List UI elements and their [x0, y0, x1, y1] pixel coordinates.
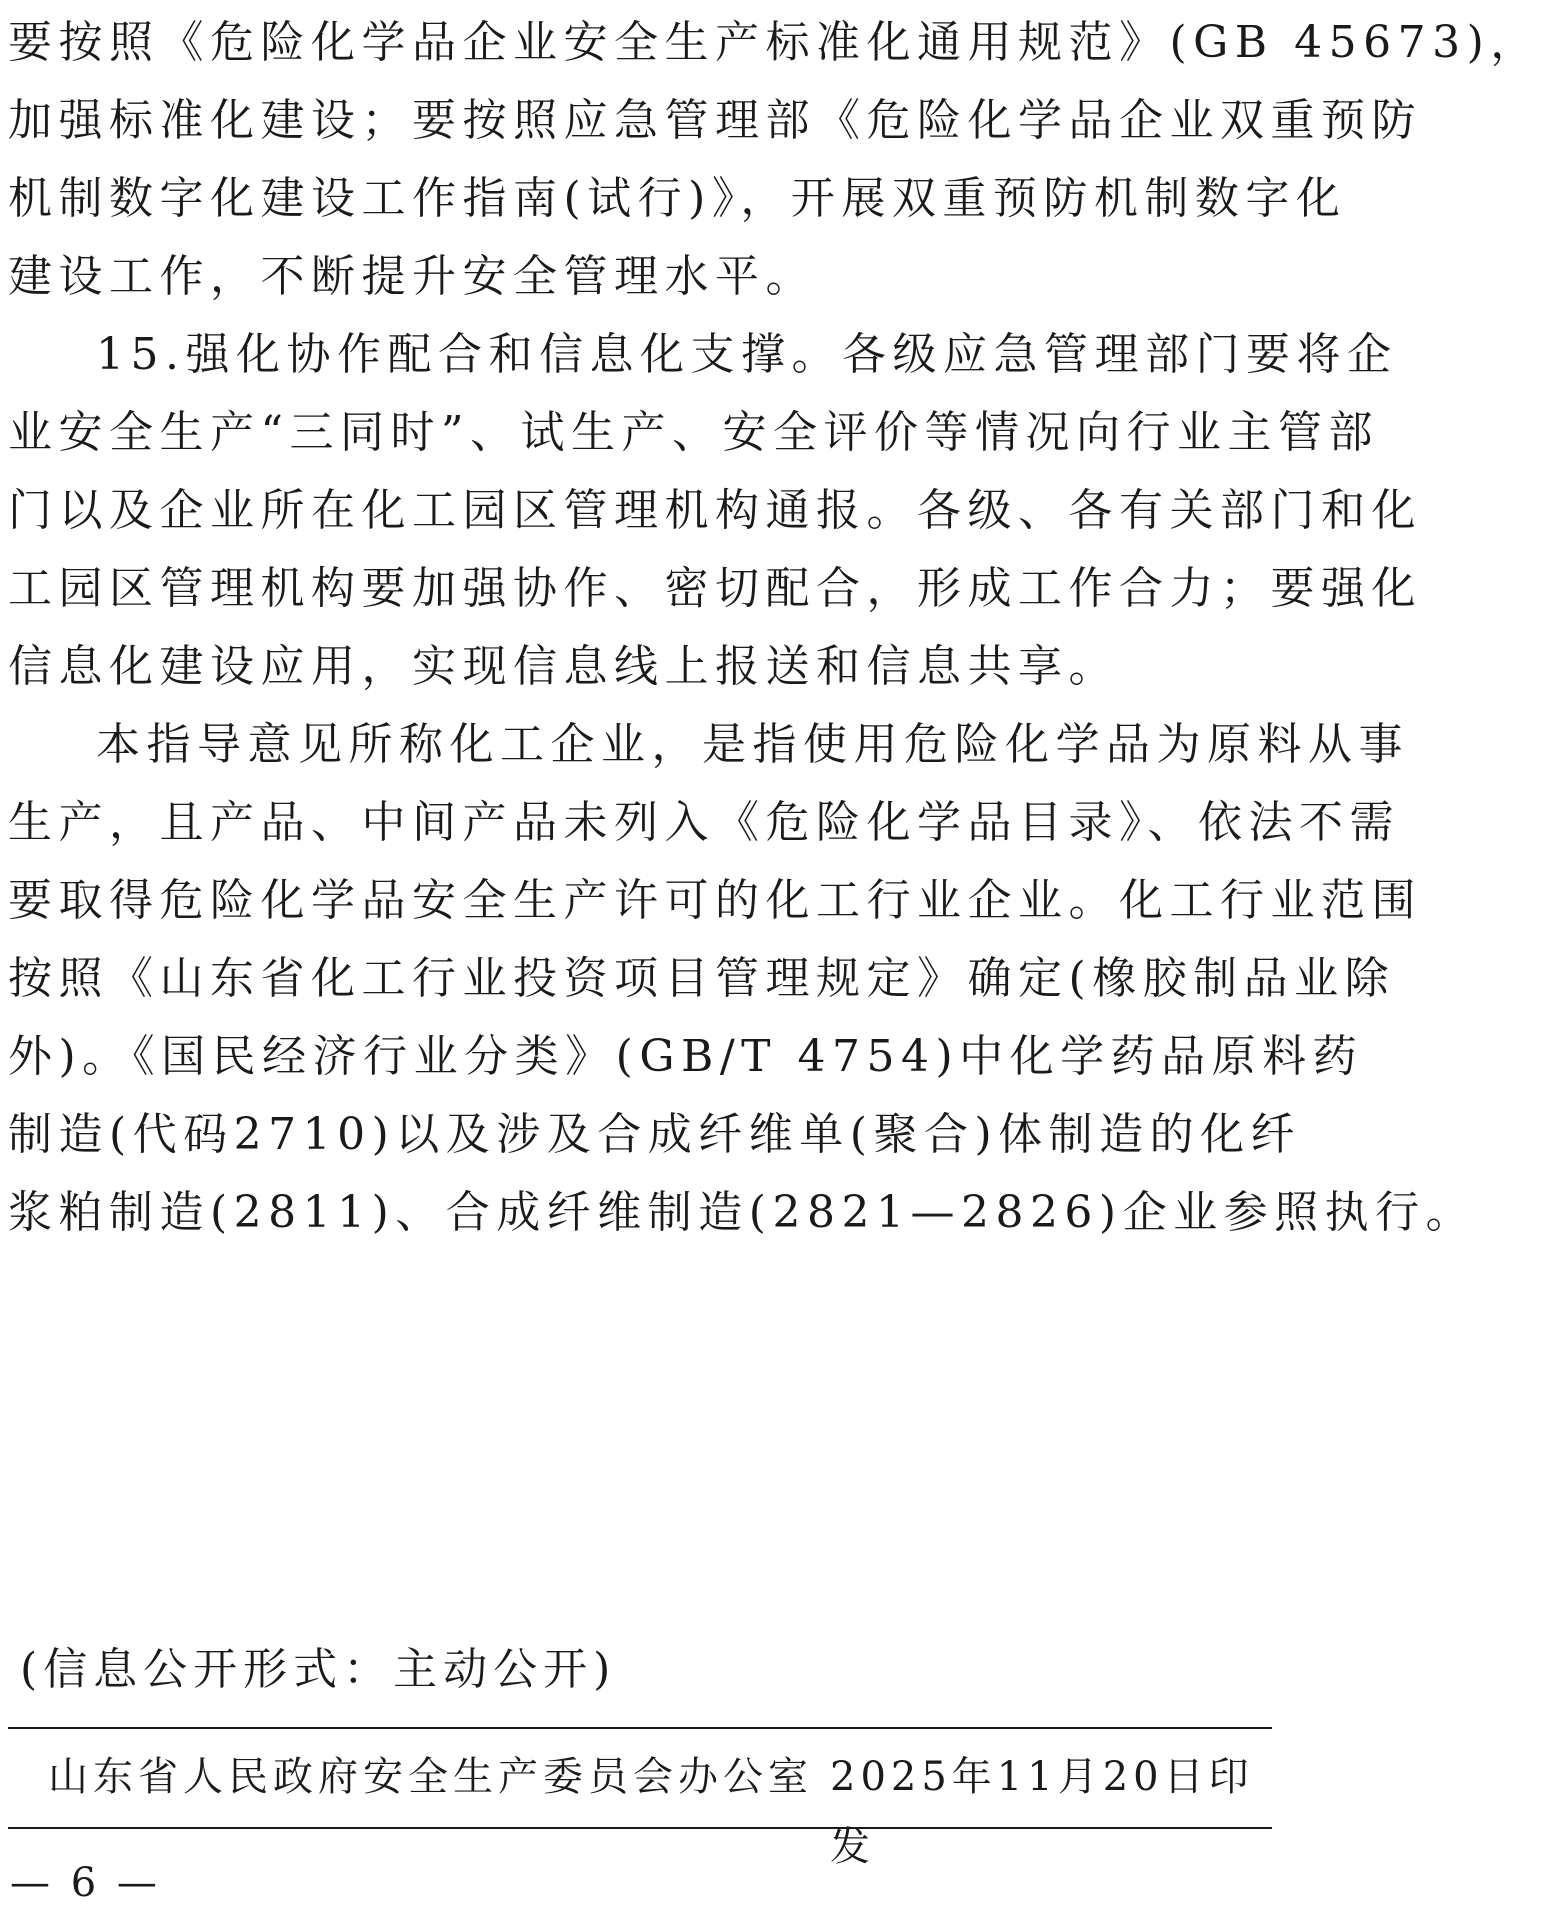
body-line: 生产，且产品、中间产品未列入《危险化学品目录》、依法不需 [8, 797, 1400, 848]
body-line: 按照《山东省化工行业投资项目管理规定》确定(橡胶制品业除 [8, 953, 1396, 1004]
body-line: 业安全生产“三同时”、试生产、安全评价等情况向行业主管部 [8, 407, 1379, 458]
document-body [8, 4, 1541, 1252]
body-line: 门以及企业所在化工园区管理机构通报。各级、各有关部门和化 [8, 485, 1422, 536]
body-line: 本指导意见所称化工企业，是指使用危险化学品为原料从事 [96, 719, 1409, 770]
body-line: 15.强化协作配合和信息化支撑。各级应急管理部门要将企 [96, 329, 1398, 380]
body-line: 建设工作，不断提升安全管理水平。 [8, 251, 816, 302]
body-line: 加强标准化建设；要按照应急管理部《危险化学品企业双重预防 [8, 95, 1422, 146]
body-line: 机制数字化建设工作指南(试行)》，开展双重预防机制数字化 [8, 173, 1347, 224]
imprint-bottom-rule [8, 1827, 1272, 1829]
body-line: 要取得危险化学品安全生产许可的化工行业企业。化工行业范围 [8, 875, 1422, 926]
issuer-name: 山东省人民政府安全生产委员会办公室 [48, 1754, 813, 1800]
body-line: 信息化建设应用，实现信息线上报送和信息共享。 [8, 641, 1119, 692]
page-number: — 6 — [10, 1860, 161, 1906]
issue-date: 2025年11月20日印发 [830, 1754, 1254, 1870]
body-line: 外)。《国民经济行业分类》(GB/T 4754)中化学药品原料药 [8, 1031, 1364, 1082]
section-heading-line [8, 316, 1398, 394]
imprint-top-rule [8, 1727, 1272, 1729]
paragraph-start-line [8, 706, 1409, 784]
body-line: 浆粕制造(2811)、合成纤维制造(2821—2826)企业参照执行。 [8, 1187, 1477, 1238]
body-line: 制造(代码2710)以及涉及合成纤维单(聚合)体制造的化纤 [8, 1109, 1302, 1160]
body-line: 工园区管理机构要加强协作、密切配合，形成工作合力；要强化 [8, 563, 1422, 614]
imprint-block [0, 1742, 1280, 1870]
disclosure-note: (信息公开形式：主动公开) [20, 1644, 617, 1695]
body-line: 要按照《危险化学品企业安全生产标准化通用规范》(GB 45673)， [8, 17, 1541, 68]
